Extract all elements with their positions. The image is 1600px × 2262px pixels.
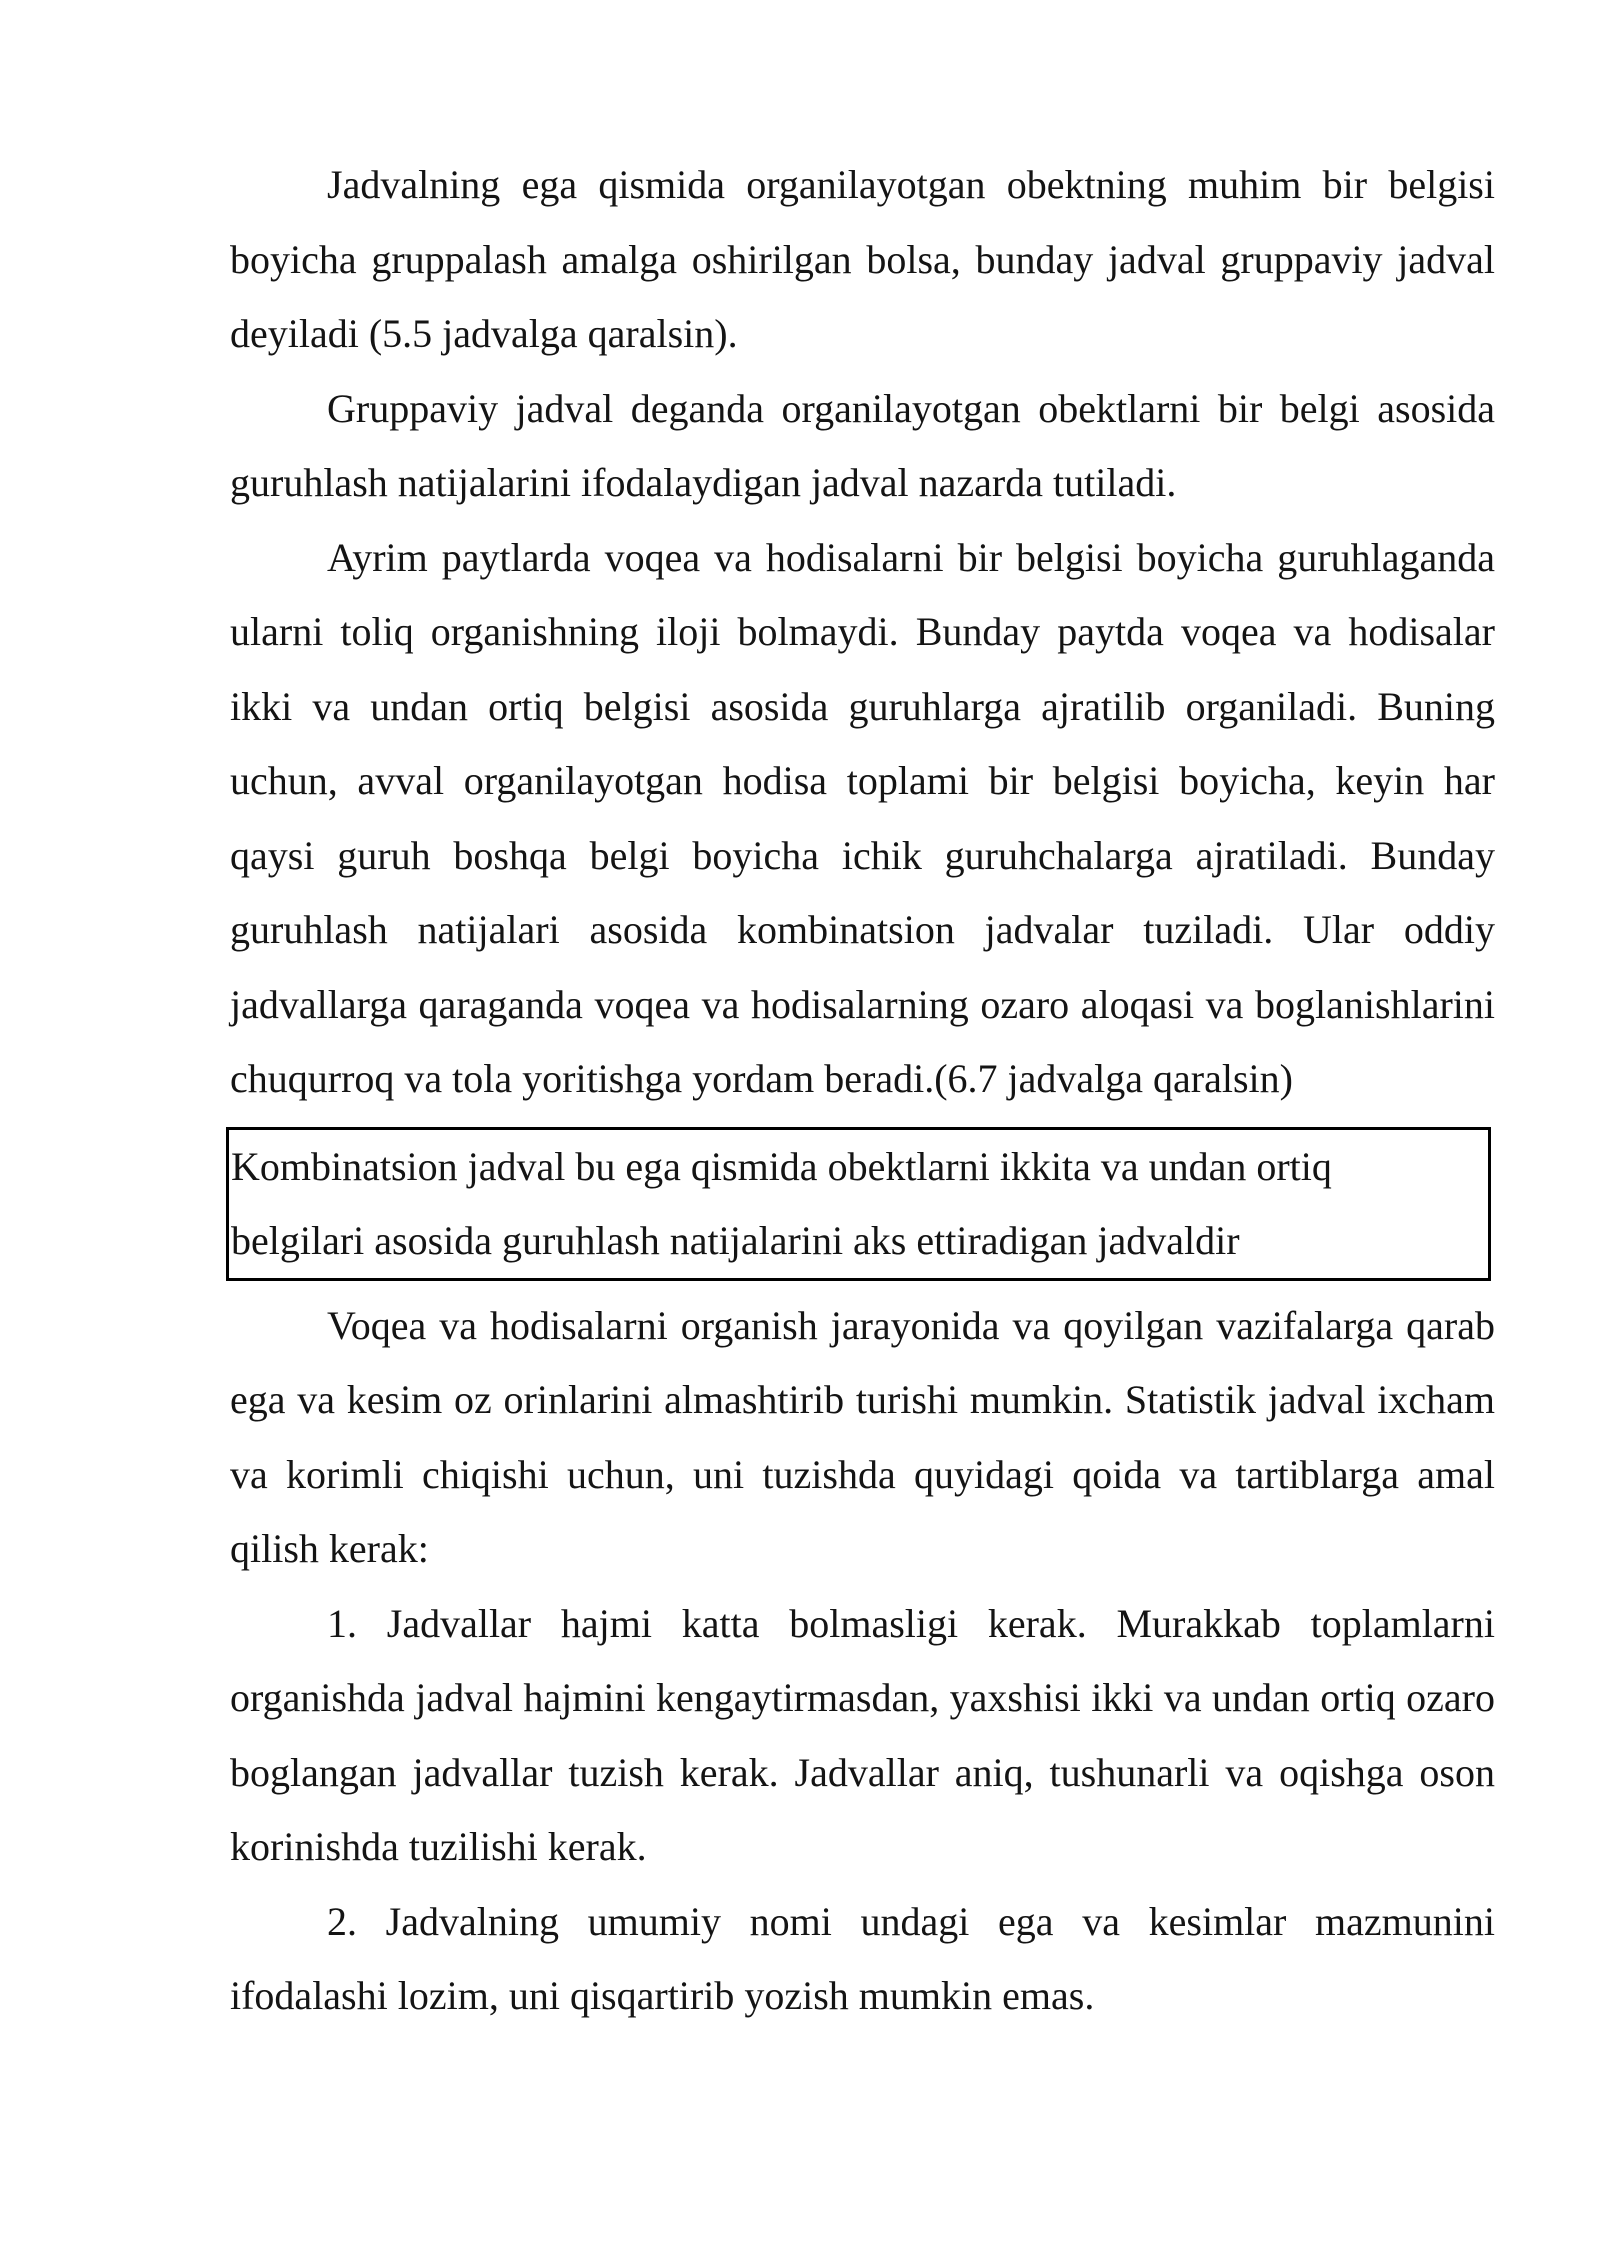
paragraph-combination-grouping: Ayrim paytlarda voqea va hodisalarni bir belgisi boyicha guruhlaganda ularni toliq organishning iloji bolmaydi. Bunday paytda voqea va hodisalar ikki va undan ortiq belgisi asosida guruhlarga ajratilib organiladi. Buning uchun, avval organilayotgan hodisa toplami bir belgisi boyicha, keyin har qaysi guruh boshqa belgi boyicha ichik guruhchalarga ajratiladi. Bunday guruhlash natijalari asosida kombinatsion jadvalar tuziladi. Ular oddiy jadvallarga qaraganda voqea va hodisalarning ozaro aloqasi va boglanishlarini chuqurroq va tola yoritishga yordam beradi.(6.7 jadvalga qaralsin) (230, 534, 1495, 1101)
paragraph-rule-1: 1. Jadvallar hajmi katta bolmasligi kerak. Murakkab toplamlarni organishda jadval hajmini kengaytirmasdan, yaxshisi ikki va undan ortiq ozaro boglangan jadvallar tuzish kerak. Jadvallar aniq, tushunarli va oqishga oson korinishda tuzilishi kerak. (230, 1600, 1495, 1869)
paragraph-rule-2: 2. Jadvalning umumiy nomi undagi ega va kesimlar mazmunini ifodalashi lozim, uni qisqartirib yozish mumkin emas. (230, 1898, 1495, 2018)
paragraph-table-rules-intro: Voqea va hodisalarni organish jarayonida va qoyilgan vazifalarga qarab ega va kesim oz orinlarini almashtirib turishi mumkin. Statistik jadval ixcham va korimli chiqishi uchun, uni tuzishda quyidagi qoida va tartiblarga amal qilish kerak: (230, 1302, 1495, 1571)
paragraph-group-table: Jadvalning ega qismida organilayotgan obektning muhim bir belgisi boyicha gruppalash amalga oshirilgan bolsa, bunday jadval gruppaviy jadval deyiladi (5.5 jadvalga qaralsin). (230, 162, 1495, 356)
definition-line-1: Kombinatsion jadval bu ega qismida obektlarni ikkita va undan ortiq (231, 1143, 1332, 1189)
paragraph-group-table-definition: Gruppaviy jadval deganda organilayotgan obektlarni bir belgi asosida guruhlash natijalarini ifodalaydigan jadval nazarda tutiladi. (230, 385, 1495, 505)
document-page (230, 148, 1495, 2034)
definition-box (226, 1127, 1491, 1281)
definition-line-2: belgilari asosida guruhlash natijalarini aks ettiradigan jadvaldir (231, 1217, 1240, 1263)
